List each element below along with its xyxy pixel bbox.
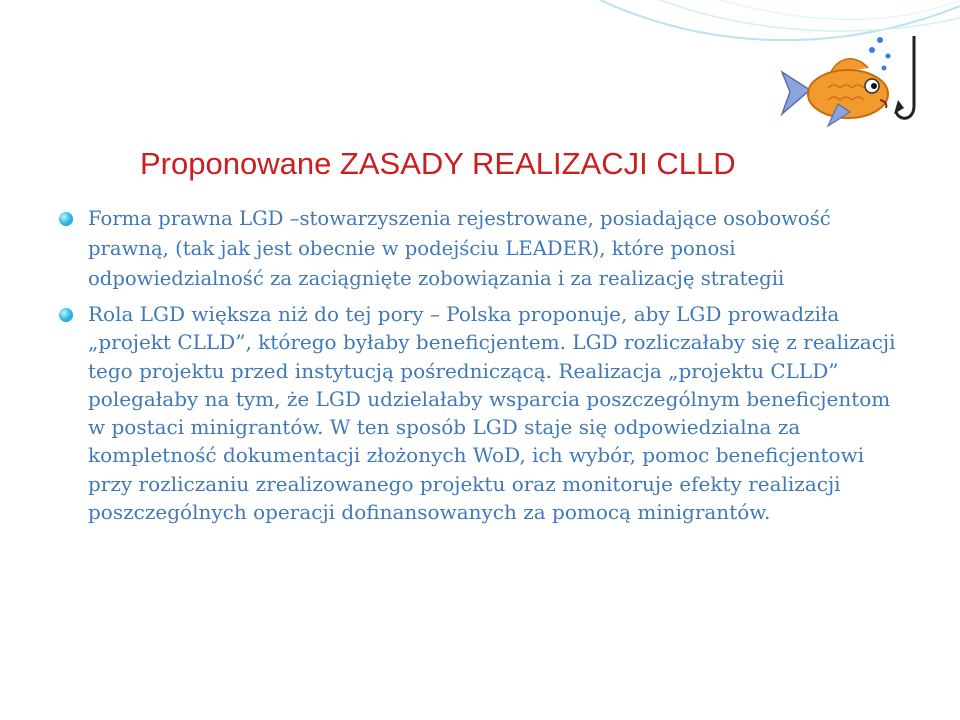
bullet-list bbox=[56, 204, 906, 532]
bullet-item bbox=[56, 300, 906, 526]
round-bullet-icon bbox=[59, 212, 73, 226]
bullet-text: Rola LGD większa niż do tej pory – Polska proponuje, aby LGD prowadziła „projekt CLLD”, którego byłaby beneficjentem. LGD rozliczałaby się z realizacji tego projektu przed instytucją pośredniczącą. Realizacja „projektu CLLD” polegałaby na tym, że LGD udzielałaby wsparcia poszczególnym beneficjentom w postaci minigrantów. W ten sposób LGD staje się odpowiedzialna za kompletność dokumentacji złożonych WoD, ich wybór, pomoc beneficjentowi przy rozliczaniu zrealizowanego projektu oraz monitoruje efekty realizacji poszczególnych operacji dofinansowanych za pomocą minigrantów. bbox=[88, 302, 896, 525]
slide-title: Proponowane ZASADY REALIZACJI CLLD bbox=[140, 146, 736, 181]
round-bullet-icon bbox=[59, 308, 73, 322]
fish-on-hook-icon bbox=[776, 28, 944, 148]
bullet-text: Forma prawna LGD –stowarzyszenia rejestrowane, posiadające osobowość prawną, (tak jak jest obecnie w podejściu LEADER), które ponosi odpowiedzialność za zaciągnięte zobowiązania i za realizację strategii bbox=[88, 207, 831, 290]
bullet-item bbox=[56, 204, 906, 294]
